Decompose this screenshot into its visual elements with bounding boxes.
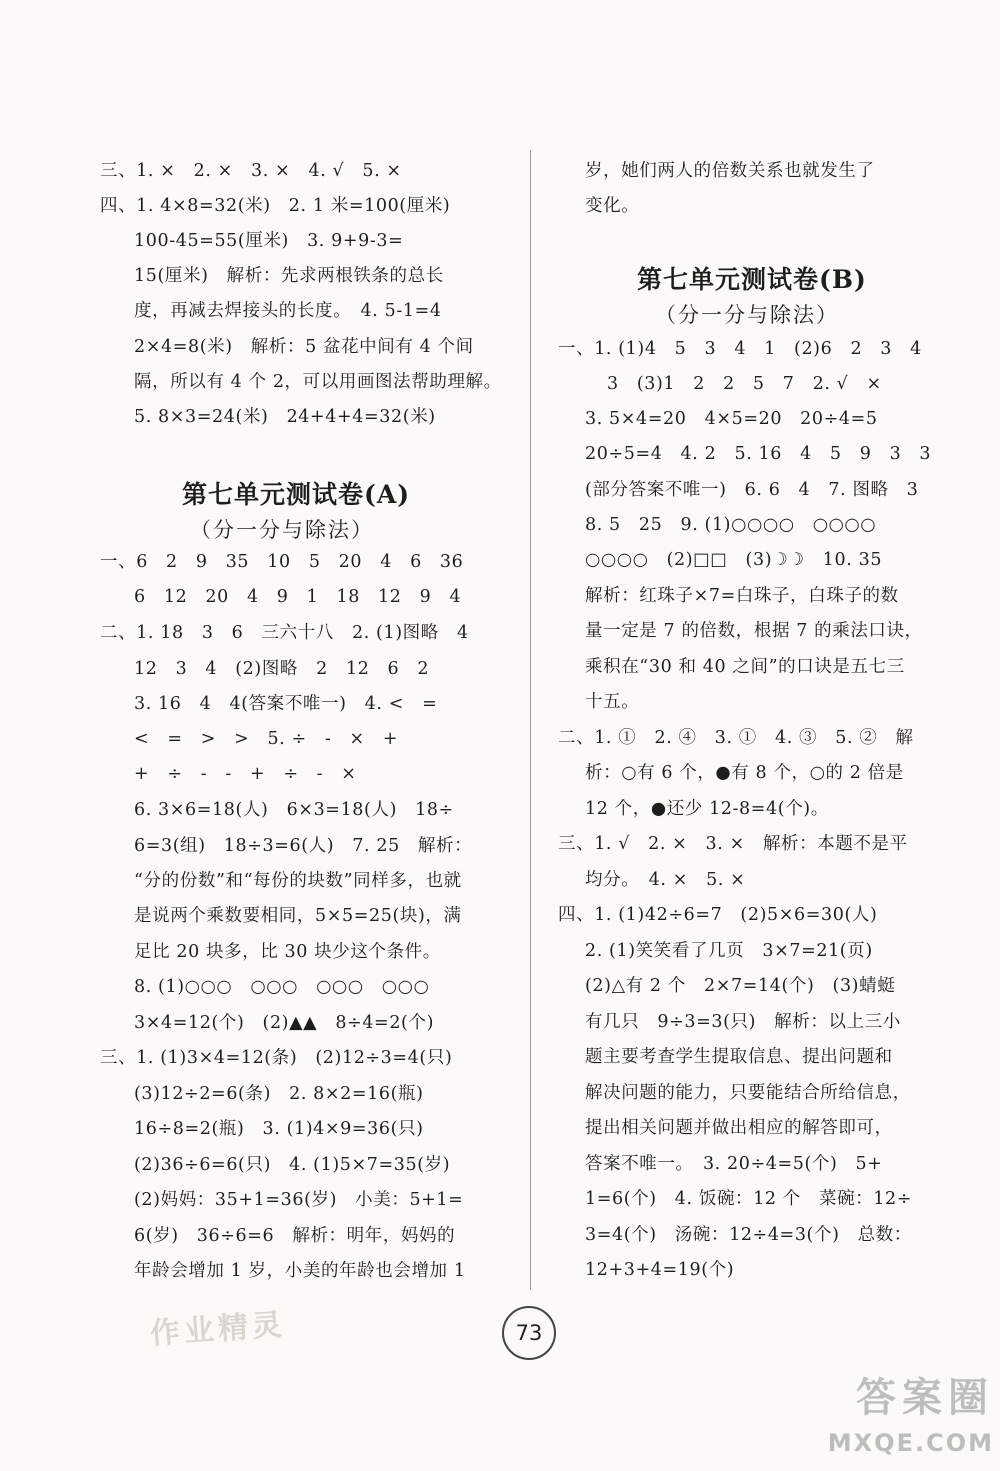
answer-line: 6 12 20 4 9 1 18 12 9 4 <box>134 587 462 607</box>
answer-line: 8. 5 25 9. (1)○○○○ ○○○○ <box>585 515 877 535</box>
section-title: 第七单元测试卷(A) <box>182 480 411 509</box>
answer-line: 1=6(个) 4. 饭碗：12 个 菜碗：12÷ <box>585 1189 913 1209</box>
answer-line: 一、6 2 9 35 10 5 20 4 6 36 <box>100 552 464 572</box>
answer-line: 解决问题的能力，只要能结合所给信息， <box>585 1083 911 1103</box>
answer-line: < = > > 5. ÷ - × + <box>134 729 399 749</box>
answer-line: (2)△有 2 个 2×7=14(个) (3)蜻蜓 <box>585 976 896 996</box>
answer-line: 12+3+4=19(个) <box>585 1260 735 1280</box>
section-title: 第七单元测试卷(B) <box>637 265 867 294</box>
answer-line: 8. (1)○○○ ○○○ ○○○ ○○○ <box>134 977 430 997</box>
answer-line: 15(厘米) 解析：先求两根铁条的总长 <box>134 266 444 286</box>
answer-line: 岁，她们两人的倍数关系也就发生了 <box>585 161 875 181</box>
answer-line: 四、1. 4×8=32(米) 2. 1 米=100(厘米) <box>100 196 451 216</box>
faded-stamp: 作业精灵 <box>148 1307 288 1352</box>
answer-line: 6=3(组) 18÷3=6(人) 7. 25 解析： <box>134 836 473 856</box>
answer-line: 6(岁) 36÷6=6 解析：明年，妈妈的 <box>134 1226 456 1246</box>
answer-line: “分的份数”和“每份的块数”同样多，也就 <box>134 871 462 891</box>
answer-line: 变化。 <box>585 196 640 216</box>
answer-line: (部分答案不唯一) 6. 6 4 7. 图略 3 <box>585 480 919 500</box>
column-divider <box>530 150 531 1290</box>
answer-line: 年龄会增加 1 岁，小美的年龄也会增加 1 <box>134 1261 466 1281</box>
watermark-url: MXQE.COM <box>827 1429 994 1457</box>
answer-line: 三、1. (1)3×4=12(条) (2)12÷3=4(只) <box>100 1048 453 1068</box>
answer-line: 100-45=55(厘米) 3. 9+9-3= <box>134 231 404 251</box>
answer-line: ○○○○ (2)□□ (3)☽☽ 10. 35 <box>585 550 883 570</box>
answer-line: 解析：红珠子×7=白珠子，白珠子的数 <box>585 586 899 606</box>
answer-line: 2×4=8(米) 解析：5 盆花中间有 4 个间 <box>134 337 474 357</box>
answer-line: + ÷ - - + ÷ - × <box>134 764 357 784</box>
answer-line: 足比 20 块多，比 30 块少这个条件。 <box>134 942 441 962</box>
site-watermark <box>754 1371 994 1467</box>
watermark-logo-text: 答案圈 <box>856 1375 994 1421</box>
answer-line: 3. 5×4=20 4×5=20 20÷4=5 <box>585 409 878 429</box>
answer-line: 3 (3)1 2 2 5 7 2. √ × <box>607 374 882 394</box>
answer-line: 有几只 9÷3=3(只) 解析：以上三小 <box>585 1012 901 1032</box>
answer-line: 5. 8×3=24(米) 24+4+4=32(米) <box>134 407 436 427</box>
answer-line: 三、1. √ 2. × 3. × 解析：本题不是平 <box>558 834 908 854</box>
answer-line: 提出相关问题并做出相应的解答即可， <box>585 1118 893 1138</box>
answer-line: 20÷5=4 4. 2 5. 16 4 5 9 3 3 <box>585 444 932 464</box>
answer-line: 析：○有 6 个，●有 8 个，○的 2 倍是 <box>585 763 904 783</box>
answer-line: (2)妈妈：35+1=36(岁) 小美：5+1= <box>134 1190 464 1210</box>
answer-line: 是说两个乘数要相同，5×5=25(块)，满 <box>134 906 462 926</box>
answer-line: (3)12÷2=6(条) 2. 8×2=16(瓶) <box>134 1084 424 1104</box>
answer-line: 16÷8=2(瓶) 3. (1)4×9=36(只) <box>134 1119 424 1139</box>
answer-line: 12 3 4 (2)图略 2 12 6 2 <box>134 659 430 679</box>
answer-line: 三、1. × 2. × 3. × 4. √ 5. × <box>100 161 402 181</box>
answer-line: 乘积在“30 和 40 之间”的口诀是五七三 <box>585 657 905 677</box>
answer-line: 答案不唯一。 3. 20÷4=5(个) 5+ <box>585 1154 883 1174</box>
answer-line: 12 个，●还少 12-8=4(个)。 <box>585 799 829 819</box>
answer-line: 6. 3×6=18(人) 6×3=18(人) 18÷ <box>134 800 454 820</box>
answer-line: 3. 16 4 4(答案不唯一) 4. < = <box>134 694 438 714</box>
answer-line: 一、1. (1)4 5 3 4 1 (2)6 2 3 4 <box>558 339 922 359</box>
answer-line: 四、1. (1)42÷6=7 (2)5×6=30(人) <box>558 905 878 925</box>
section-subtitle: （分一分与除法） <box>190 518 374 542</box>
page-number: 73 <box>502 1306 556 1360</box>
section-subtitle: （分一分与除法） <box>655 303 839 327</box>
answer-line: (2)36÷6=6(只) 4. (1)5×7=35(岁) <box>134 1155 451 1175</box>
answer-line: 十五。 <box>585 692 640 712</box>
answer-line: 二、1. ① 2. ④ 3. ① 4. ③ 5. ② 解 <box>558 728 914 748</box>
answer-line: 量一定是 7 的倍数，根据 7 的乘法口诀， <box>585 621 923 641</box>
answer-line: 二、1. 18 3 6 三六十八 2. (1)图略 4 <box>100 623 469 643</box>
answer-line: 2. (1)笑笑看了几页 3×7=21(页) <box>585 941 873 961</box>
answer-line: 均分。 4. × 5. × <box>585 870 746 890</box>
answer-line: 3=4(个) 汤碗：12÷4=3(个) 总数： <box>585 1225 912 1245</box>
answer-line: 3×4=12(个) (2)▲▲ 8÷4=2(个) <box>134 1013 435 1033</box>
answer-line: 度，再减去焊接头的长度。 4. 5-1=4 <box>134 301 442 321</box>
answer-line: 题主要考查学生提取信息、提出问题和 <box>585 1047 893 1067</box>
answer-line: 隔，所以有 4 个 2，可以用画图法帮助理解。 <box>134 372 502 392</box>
